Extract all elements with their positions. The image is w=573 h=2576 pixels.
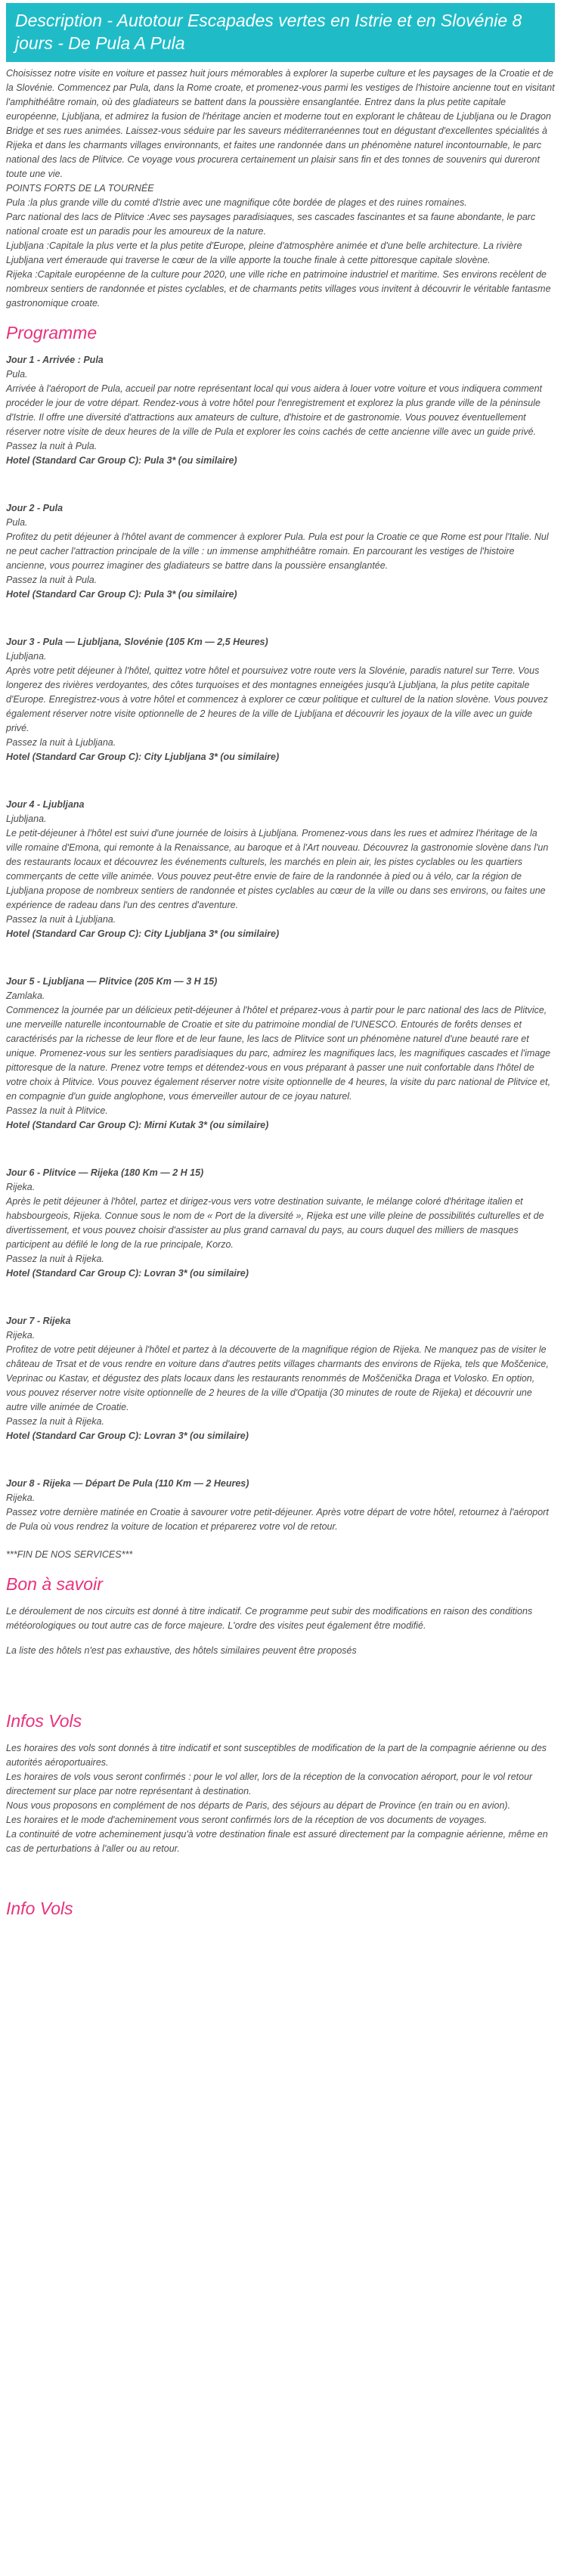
day-text — [6, 1343, 555, 1429]
end-of-services-note: ***FIN DE NOS SERVICES*** — [6, 1549, 133, 1560]
day-city: Ljubljana. — [6, 814, 47, 824]
day-title: Jour 2 - Pula — [6, 503, 63, 513]
info-vols-heading: Info Vols — [6, 1899, 73, 1918]
day-paragraph: Profitez de votre petit déjeuner à l'hôtel et partez à la découverte de la magnifique région de Rijeka. Ne manquez pas de visiter le château de Trsat et de vous rendre en voiture dans d'autres petits villages charmants des environs de Rijeka, tels que Moščenice, Veprinac ou Kastav, et dégustez des plats locaux dans les restaurants renommés de Moščenička Draga et Volosko. En option, vous pouvez réserver notre visite optionnelle de 2 heures de la ville d'Opatija (30 minutes de route de Rijeka) et découvrir une autre ville animée de Croatie. — [6, 1344, 549, 1412]
bon-a-savoir-note: La liste des hôtels n'est pas exhaustive, des hôtels similaires peuvent être proposés — [6, 1645, 357, 1656]
highlight-item: Pula :la plus grande ville du comté d'Istrie avec une magnifique côte bordée de plages et des ruines romaines. — [6, 197, 467, 208]
day-overnight: Passez la nuit à Plitvice. — [6, 1105, 108, 1116]
day-text — [6, 826, 555, 927]
day-title: Jour 1 - Arrivée : Pula — [6, 355, 104, 365]
highlight-item: Parc national des lacs de Plitvice :Avec ses paysages paradisiaques, ses cascades fascinantes et sa faune abondante, le parc national croate est un paradis pour les amoureux de la nature. — [6, 212, 536, 237]
day-text — [6, 530, 555, 587]
highlight-item: Ljubljana :Capitale la plus verte et la plus petite d'Europe, pleine d'atmosphère animée et d'une belle architecture. La rivière Ljubljana vert émeraude qui traverse le cœur de la ville apporte la touche finale à cette pittoresque capitale slovène. — [6, 240, 522, 265]
day-city: Pula. — [6, 517, 28, 528]
day-hotel: Hotel (Standard Car Group C): Mirni Kutak 3* (ou similaire) — [6, 1120, 269, 1130]
day-hotel: Hotel (Standard Car Group C): Pula 3* (ou similaire) — [6, 455, 237, 466]
day-paragraph: Profitez du petit déjeuner à l'hôtel avant de commencer à explorer Pula. Pula est pour la Croatie ce que Rome est pour l'Italie. Nul ne peut cacher l'attraction principale de la ville : un immense amphithéâtre romain. En parcourant les vestiges de l'histoire ancienne, vous pourrez imaginer des gladiateurs se battre dans la poussière ensanglantée. — [6, 532, 549, 571]
day-overnight: Passez la nuit à Rijeka. — [6, 1254, 104, 1264]
day-block — [6, 1166, 555, 1300]
infos-vols-line: Les horaires de vols vous seront confirmés : pour le vol aller, lors de la réception de la convocation aéroport, pour le vol retour directement sur place par notre représentant à destination. — [6, 1772, 533, 1796]
day-block — [6, 353, 555, 488]
day-title: Jour 6 - Plitvice — Rijeka (180 Km — 2 H 15) — [6, 1167, 204, 1178]
infos-vols-line: La continuité de votre acheminement jusqu'à votre destination finale est assuré directement par la compagnie aérienne, même en cas de perturbations à l'aller ou au retour. — [6, 1829, 548, 1854]
page — [0, 3, 561, 1920]
infos-vols-line: Les horaires et le mode d'acheminement vous seront confirmés lors de la réception de vos documents de voyages. — [6, 1815, 488, 1825]
day-overnight: Passez la nuit à Ljubljana. — [6, 914, 116, 925]
day-overnight: Passez la nuit à Pula. — [6, 575, 98, 585]
day-text — [6, 382, 555, 454]
day-hotel: Hotel (Standard Car Group C): Lovran 3* (ou similaire) — [6, 1431, 249, 1441]
day-block — [6, 798, 555, 961]
day-paragraph: Le petit-déjeuner à l'hôtel est suivi d'une journée de loisirs à Ljubljana. Promenez-vous dans les rues et admirez l'héritage de la ville romaine d'Emona, qui remonte à la Renaissance, au baroque et à l'Art nouveau. Découvrez la gastronomie slovène dans l'un des restaurants locaux et découvrez les événements culturels, les marchés en plein air, les pistes cyclables ou les quartiers commerçants de cette ville animée. Vous pouvez peut-être envie de faire de la randonnée à pied ou à vélo, car la région de Ljubljana propose de nombreux sentiers de randonnée et pistes cyclables au cœur de la ville ou dans ses environs, ou faites une expérience de radeau dans l'un des centres d'aventure. — [6, 828, 549, 910]
day-block — [6, 1314, 555, 1463]
page-title: Description - Autotour Escapades vertes en Istrie et en Slovénie 8 jours - De Pula A Pula — [6, 3, 555, 62]
day-title: Jour 8 - Rijeka — Départ De Pula (110 Km — 2 Heures) — [6, 1478, 249, 1489]
day-city: Ljubljana. — [6, 651, 47, 662]
day-text — [6, 1195, 555, 1266]
bon-a-savoir-note: Le déroulement de nos circuits est donné à titre indicatif. Ce programme peut subir des modifications en raison des conditions météorologiques ou tout autre cas de force majeure. L'ordre des visites peut également être modifié. — [6, 1606, 533, 1631]
day-hotel: Hotel (Standard Car Group C): City Ljubljana 3* (ou similaire) — [6, 928, 280, 939]
day-hotel: Hotel (Standard Car Group C): Lovran 3* (ou similaire) — [6, 1268, 249, 1279]
day-overnight: Passez la nuit à Rijeka. — [6, 1416, 104, 1427]
day-title: Jour 7 - Rijeka — [6, 1316, 71, 1326]
highlights-heading: POINTS FORTS DE LA TOURNÉE — [6, 183, 154, 194]
day-city: Pula. — [6, 369, 28, 380]
day-block — [6, 1477, 555, 1534]
intro-paragraph: Choisissez notre visite en voiture et passez huit jours mémorables à explorer la superbe culture et les paysages de la Croatie et de la Slovénie. Commencez par Pula, dans la Rome croate, et promenez-vous parmi les vestiges de l'histoire ancienne tout en visitant l'amphithéâtre romain, où des gladiateurs se battent dans la poussière ensanglantée. Entrez dans la plus petite capitale européenne, Ljubljana, et admirez la fusion de l'héritage ancien et moderne tout en explorant le château de Ljubljana ou le Dragon Bridge et ses rues animées. Laissez-vous séduire par les saveurs méditerranéennes tout en dégustant d'excellentes spécialités à Rijeka et dans les charmants villages environnants, et faites une randonnée dans un phénomène naturel incontournable, le parc national des lacs de Plitvice. Ce voyage vous procurera certainement un plaisir sans fin et des tonnes de souvenirs qui dureront toute une vie. — [6, 68, 555, 179]
day-block — [6, 501, 555, 622]
day-title: Jour 5 - Ljubljana — Plitvice (205 Km — 3 H 15) — [6, 976, 218, 987]
day-paragraph: Arrivée à l'aéroport de Pula, accueil par notre représentant local qui vous aidera à louer votre voiture et vous indiquera comment procéder le jour de votre départ. Rendez-vous à votre hôtel pour l'enregistrement et explorez la plus grande ville de la péninsule d'Istrie. Il offre une diversité d'attractions aux amateurs de culture, d'histoire et de gastronomie. Vous pouvez éventuellement réserver notre visite de deux heures de la ville de Pula et explorer les coins cachés de cette ancienne ville avec un guide privé. — [6, 383, 543, 437]
day-city: Zamlaka. — [6, 990, 45, 1001]
day-block — [6, 975, 555, 1152]
infos-vols-heading: Infos Vols — [6, 1711, 82, 1731]
bon-a-savoir-heading: Bon à savoir — [6, 1574, 103, 1594]
day-title: Jour 3 - Pula — Ljubljana, Slovénie (105 Km — 2,5 Heures) — [6, 637, 268, 647]
day-hotel: Hotel (Standard Car Group C): Pula 3* (ou similaire) — [6, 589, 237, 600]
day-overnight: Passez la nuit à Ljubljana. — [6, 737, 116, 748]
infos-vols-line: Les horaires des vols sont donnés à titre indicatif et sont susceptibles de modification de la part de la compagnie aérienne ou des autorités aéroportuaires. — [6, 1743, 547, 1768]
day-block — [6, 635, 555, 784]
programme-heading: Programme — [6, 323, 98, 343]
day-title: Jour 4 - Ljubljana — [6, 799, 85, 810]
day-text — [6, 1505, 555, 1534]
day-text — [6, 1003, 555, 1118]
highlight-item: Rijeka :Capitale européenne de la culture pour 2020, une ville riche en patrimoine industriel et maritime. Ses environs recèlent de nombreux sentiers de randonnée et pistes cyclables, et de charmants petits villages vous invitent à découvrir le véritable fantasme gastronomique croate. — [6, 269, 551, 308]
infos-vols-text — [6, 1741, 555, 1856]
day-paragraph: Après votre petit déjeuner à l'hôtel, quittez votre hôtel et poursuivez votre route vers la Slovénie, paradis naturel sur Terre. Vous longerez des rivières verdoyantes, des côtes turquoises et des montagnes enneigées jusqu'à Ljubljana, la plus petite capitale d'Europe. Enregistrez-vous à votre hôtel et commencez à explorer ce cœur politique et culturel de la nation slovène. Vous pouvez également réserver notre visite optionnelle de 2 heures de la ville de Ljubljana et découvrir les joyaux de la ville avec un guide privé. — [6, 665, 548, 733]
day-city: Rijeka. — [6, 1330, 36, 1341]
day-city: Rijeka. — [6, 1493, 36, 1503]
day-overnight: Passez la nuit à Pula. — [6, 441, 98, 451]
day-text — [6, 664, 555, 750]
infos-vols-line: Nous vous proposons en complément de nos départs de Paris, des séjours au départ de Province (en train ou en avion). — [6, 1800, 511, 1811]
day-hotel: Hotel (Standard Car Group C): City Ljubljana 3* (ou similaire) — [6, 752, 280, 762]
programme-days — [6, 353, 555, 1562]
intro — [6, 67, 555, 311]
day-paragraph: Après le petit déjeuner à l'hôtel, partez et dirigez-vous vers votre destination suivante, le mélange coloré d'héritage italien et habsbourgeois, Rijeka. Connue sous le nom de « Port de la diversité », Rijeka est une ville pleine de possibilités culturelles et de divertissement, et vous pouvez choisir d'assister au plus grand carnaval du pays, au cours duquel des milliers de masques participent au défilé le long de la rue principale, Korzo. — [6, 1196, 544, 1250]
day-paragraph: Commencez la journée par un délicieux petit-déjeuner à l'hôtel et préparez-vous à partir pour le parc national des lacs de Plitvice, une merveille naturelle incontournable de Croatie et site du patrimoine mondial de l'UNESCO. Entourés de forêts denses et caractérisés par la richesse de leur flore et de leur faune, les lacs de Plitvice sont un phénomène naturel d'une beauté rare et unique. Promenez-vous sur les sentiers paradisiaques du parc, admirez les magnifiques lacs, les magnifiques cascades et l'image pittoresque de la nature. Prenez votre temps et détendez-vous en vous préparant à passer une nuit confortable dans l'hôtel de votre choix à Plitvice. Vous pouvez également réserver notre visite optionnelle de 4 heures, la visite du parc national de Plitvice et, en compagnie d'un guide anglophone, vous émerveiller autour de ce joyau naturel. — [6, 1005, 551, 1102]
day-city: Rijeka. — [6, 1182, 36, 1192]
day-paragraph: Passez votre dernière matinée en Croatie à savourer votre petit-déjeuner. Après votre départ de votre hôtel, retournez à l'aéroport de Pula où vous rendrez la voiture de location et préparerez votre vol de retour. — [6, 1507, 549, 1532]
